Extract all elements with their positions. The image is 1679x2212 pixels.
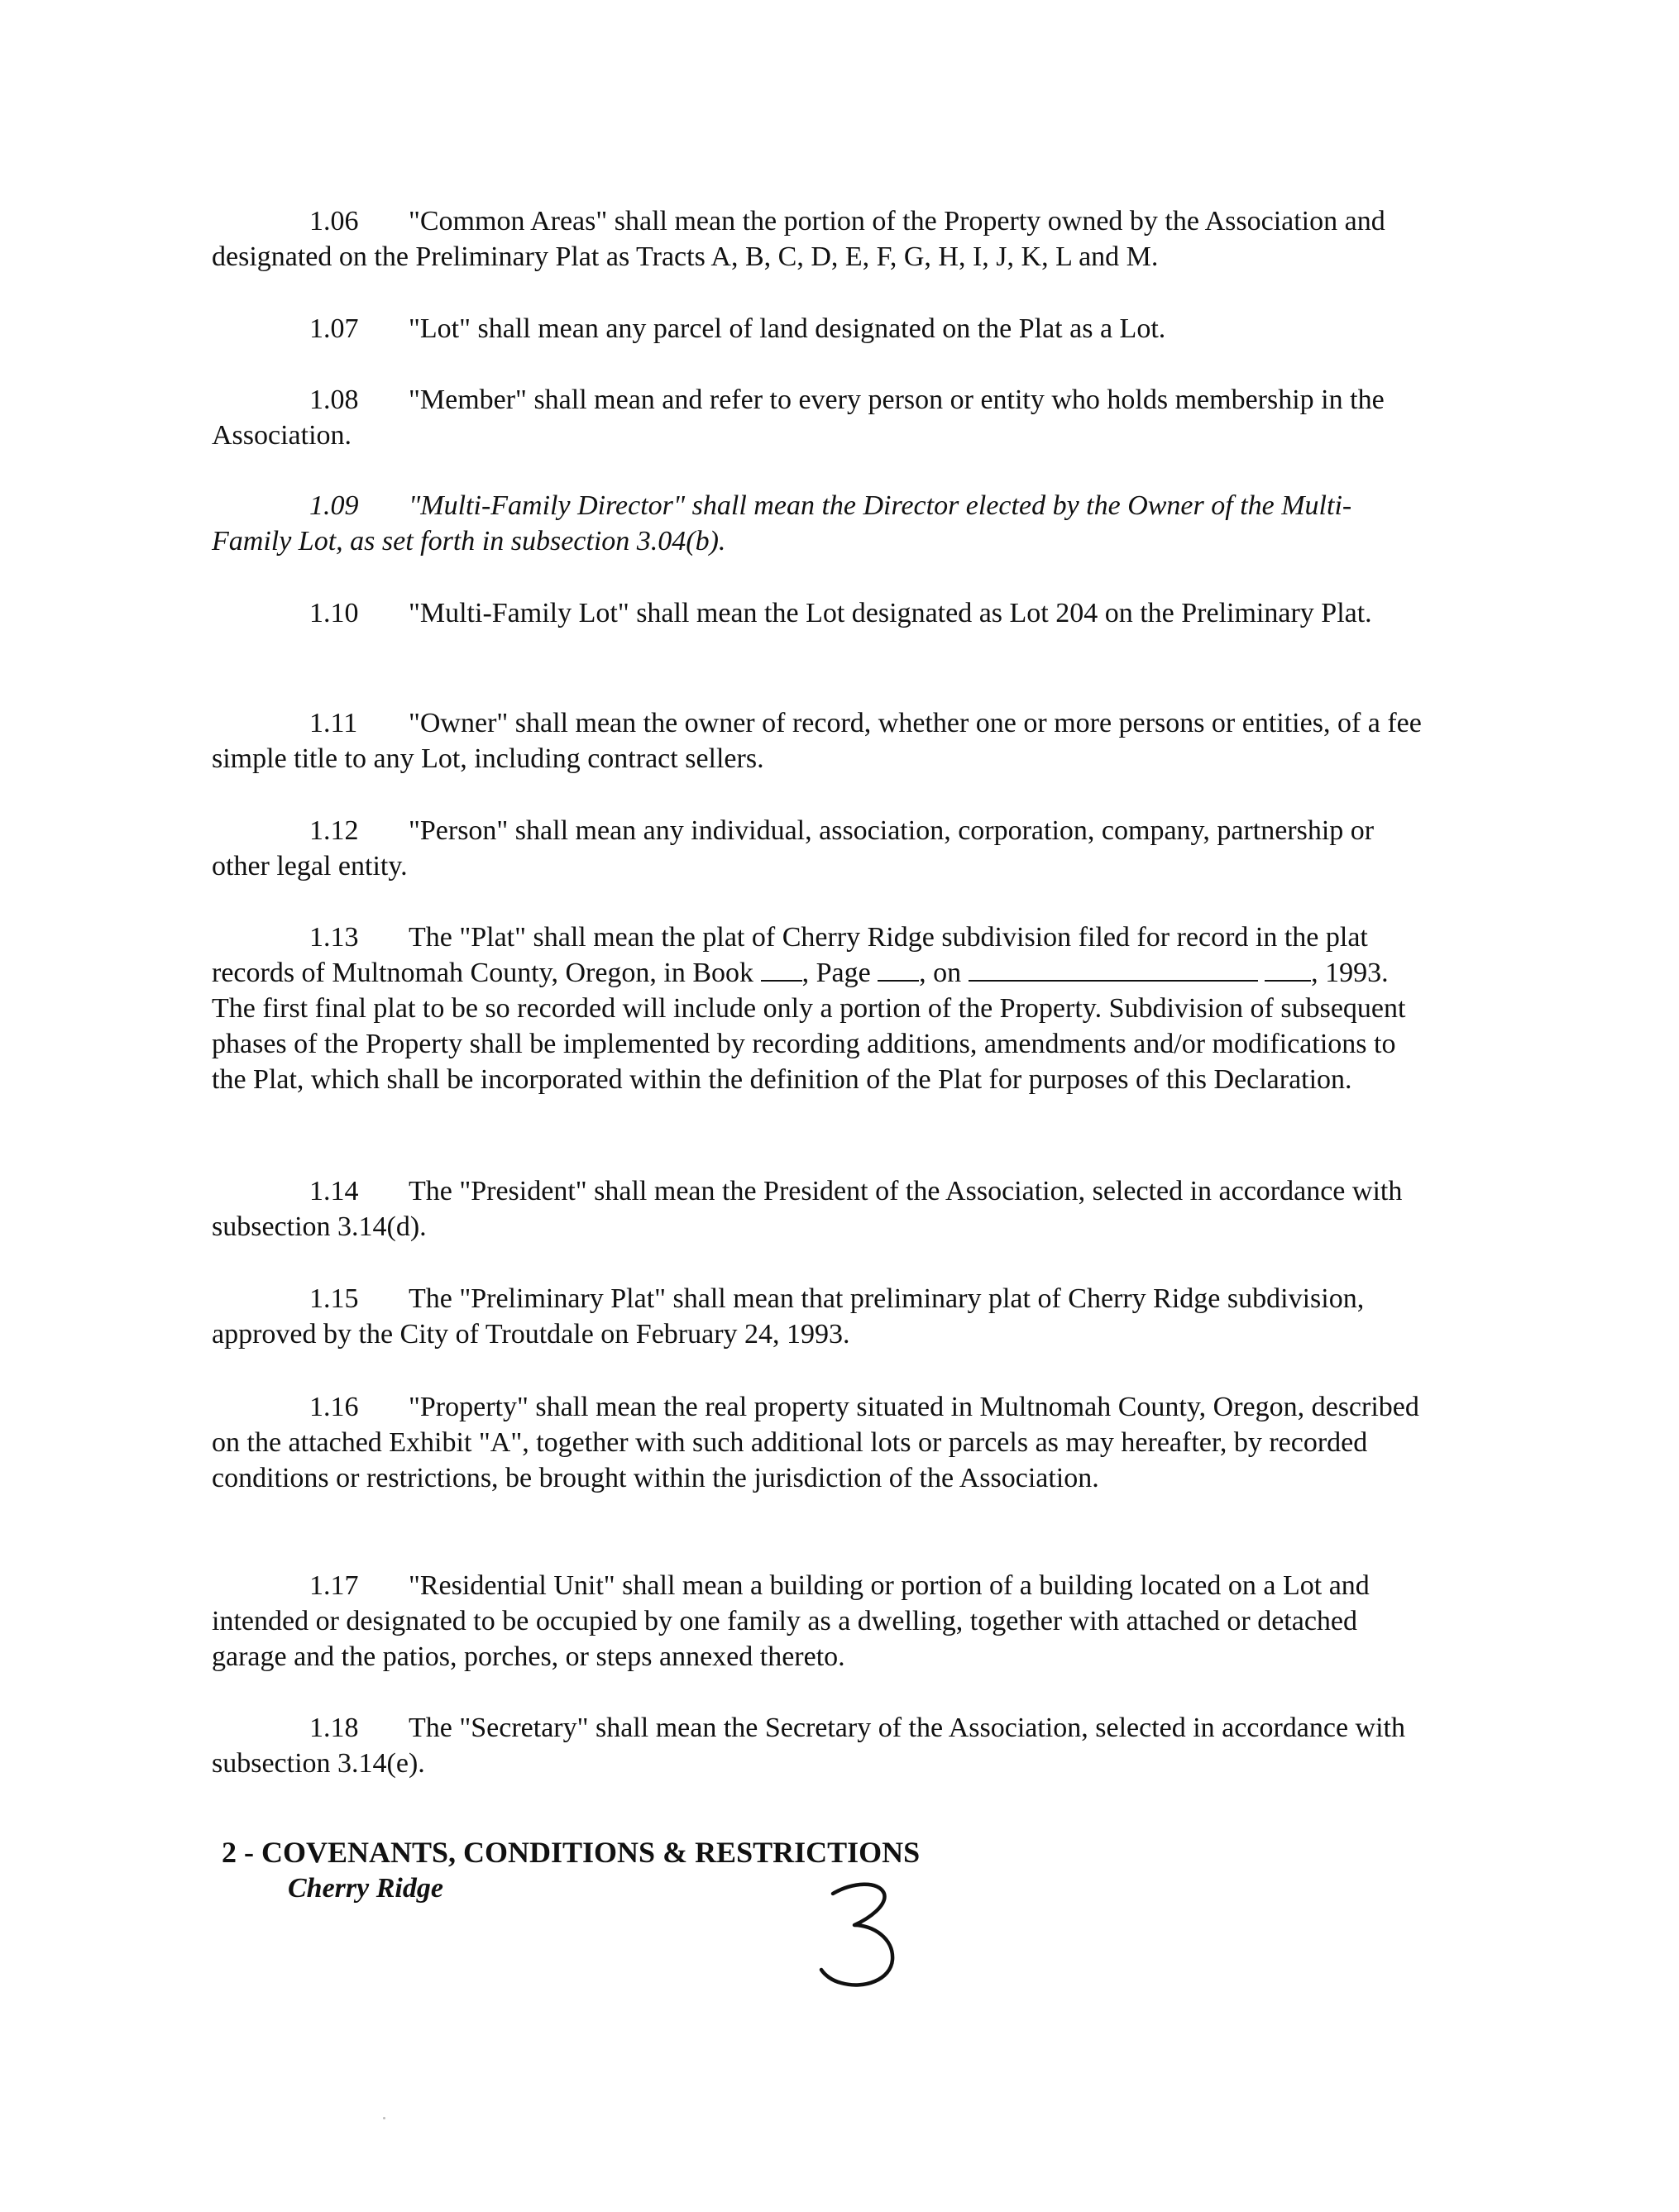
section-number: 1.13	[309, 922, 359, 953]
section-text: "Member" shall mean and refer to every person or entity who holds membership in the Association.	[212, 385, 1385, 451]
section-1-13	[212, 920, 1428, 1097]
section-number: 1.18	[309, 1713, 359, 1743]
footer-title: 2 - COVENANTS, CONDITIONS & RESTRICTIONS	[222, 1836, 921, 1869]
scan-speck	[383, 2117, 385, 2119]
page-number-blank	[878, 957, 919, 982]
section-1-07	[212, 311, 1428, 346]
section-1-17	[212, 1568, 1428, 1675]
section-number: 1.17	[309, 1570, 359, 1601]
section-1-12	[212, 813, 1428, 884]
section-number: 1.06	[309, 206, 359, 236]
section-number: 1.10	[309, 598, 359, 628]
section-text: The "Secretary" shall mean the Secretary of the Association, selected in accordance with subsection 3.14(e).	[212, 1713, 1405, 1779]
section-text-part-c: , on	[919, 958, 962, 988]
section-text: "Property" shall mean the real property situated in Multnomah County, Oregon, described on the attached Exhibit "A", together with such additional lots or parcels as may hereafter, by recorded conditions or restrictions, be brought within the jurisdiction of the Association.	[212, 1392, 1419, 1493]
section-text-part-a: The "Plat" shall mean the plat of Cherry Ridge subdivision filed for record in the plat records of Multnomah County, Oregon, in Book	[212, 922, 1368, 988]
section-1-18	[212, 1710, 1428, 1781]
section-text: "Residential Unit" shall mean a building or portion of a building located on a Lot and intended or designated to be occupied by one family as a dwelling, together with attached or detached garage and the patios, porches, or steps annexed thereto.	[212, 1570, 1370, 1672]
section-number: 1.15	[309, 1283, 359, 1314]
footer-subtitle: Cherry Ridge	[288, 1873, 443, 1904]
section-1-14	[212, 1173, 1428, 1245]
section-1-06	[212, 203, 1428, 275]
handwritten-page-number	[815, 1870, 906, 1995]
section-text-part-b: , Page	[801, 958, 871, 988]
section-text: "Owner" shall mean the owner of record, whether one or more persons or entities, of a fee simple title to any Lot, including contract sellers.	[212, 708, 1422, 774]
section-number: 1.12	[309, 815, 359, 846]
section-1-08	[212, 382, 1428, 453]
section-text: The "Preliminary Plat" shall mean that preliminary plat of Cherry Ridge subdivision, approved by the City of Troutdale on February 24, 1993.	[212, 1283, 1365, 1350]
section-number: 1.07	[309, 313, 359, 344]
section-number: 1.08	[309, 385, 359, 415]
section-text-part-d: , 1993. The first final plat to be so recorded will include only a portion of the Property. Subdivision of subsequent phases of the Property shall be implemented by recording additions, amendments and/or modifications to the Plat, which shall be incorporated within the definition of the Plat for purposes of this Declaration.	[212, 958, 1406, 1095]
section-1-11	[212, 705, 1428, 776]
section-text: "Common Areas" shall mean the portion of the Property owned by the Association and designated on the Preliminary Plat as Tracts A, B, C, D, E, F, G, H, I, J, K, L and M.	[212, 206, 1385, 272]
section-text: "Multi-Family Director" shall mean the Director elected by the Owner of the Multi-Family Lot, as set forth in subsection 3.04(b).	[212, 490, 1352, 557]
date-day-blank	[1265, 957, 1311, 982]
section-text: "Person" shall mean any individual, association, corporation, company, partnership or other legal entity.	[212, 815, 1375, 881]
section-number: 1.16	[309, 1392, 359, 1422]
section-1-09	[212, 488, 1428, 559]
section-1-15	[212, 1281, 1428, 1352]
section-1-16	[212, 1389, 1428, 1496]
section-number: 1.11	[309, 708, 358, 738]
section-text: The "President" shall mean the President of the Association, selected in accordance with subsection 3.14(d).	[212, 1176, 1403, 1242]
date-blank	[969, 957, 1258, 982]
section-text: "Lot" shall mean any parcel of land designated on the Plat as a Lot.	[409, 313, 1166, 344]
section-number: 1.09	[309, 490, 359, 521]
section-text: "Multi-Family Lot" shall mean the Lot designated as Lot 204 on the Preliminary Plat.	[409, 598, 1372, 628]
book-number-blank	[761, 957, 802, 982]
section-1-10	[212, 595, 1428, 631]
section-number: 1.14	[309, 1176, 359, 1206]
